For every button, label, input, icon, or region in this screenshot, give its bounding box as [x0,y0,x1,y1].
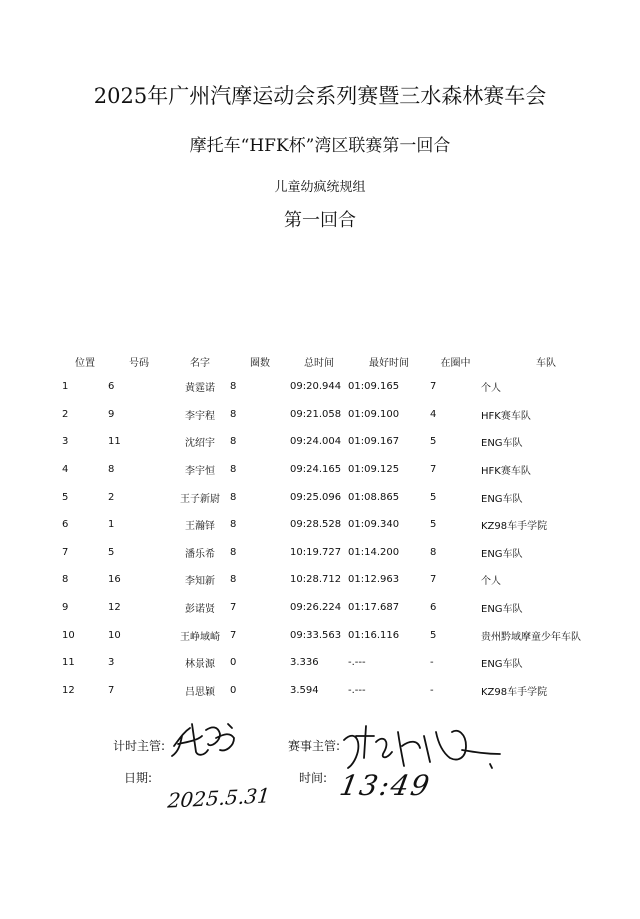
laps-cell: 7 [230,602,237,614]
name-cell: 李知新 [185,576,215,588]
name-cell: 王瀚铎 [185,521,215,533]
laps-cell: 8 [230,381,237,393]
name-cell: 吕思颖 [185,686,215,698]
best-time-cell: 01:14.200 [348,546,400,558]
time-label: 时间: [299,771,328,785]
results-table [62,349,611,704]
laps-cell: 0 [230,657,237,669]
result-row [62,401,611,429]
name-cell: 李宇恒 [185,466,215,478]
result-row [62,483,611,511]
team-cell: ENG车队 [481,438,523,450]
total-time-cell: 10:28.712 [290,574,342,586]
name-cell: 王子新尉 [180,493,220,505]
total-time-cell: 3.336 [290,657,319,669]
laps-cell: 8 [230,464,237,476]
number-cell: 16 [108,574,121,586]
best-time-cell: 01:09.167 [348,436,400,448]
event-title: 2025年广州汽摩运动会系列赛暨三水森林赛车会 [93,84,547,108]
results-header-row [62,349,611,373]
name-cell: 彭诺贤 [185,604,215,616]
laps-cell: 8 [230,491,237,503]
team-cell: KZ98车手学院 [481,686,548,698]
result-row [62,428,611,456]
in-lap-cell: 6 [430,602,437,614]
best-time-cell: 01:09.165 [348,381,400,393]
team-cell: KZ98车手学院 [481,521,548,533]
league-title: 摩托车“HFK杯”湾区联赛第一回合 [189,136,451,156]
column-header: 名字 [190,357,210,369]
total-time-cell: 09:21.058 [290,408,342,420]
in-lap-cell: 5 [430,519,437,531]
position-cell: 7 [62,546,69,558]
position-cell: 12 [62,684,75,696]
team-cell: 个人 [481,383,501,395]
column-header: 车队 [536,357,556,369]
column-header: 在圈中 [440,357,471,369]
team-cell: ENG车队 [481,548,523,560]
number-cell: 2 [108,491,115,503]
round-title: 第一回合 [284,210,356,231]
timing-supervisor-label: 计时主管: [113,739,166,753]
timing-supervisor-signature [168,716,248,761]
best-time-cell: 01:16.116 [348,629,400,641]
position-cell: 9 [62,602,69,614]
laps-cell: 0 [230,684,237,696]
total-time-cell: 3.594 [290,684,319,696]
in-lap-cell: 7 [430,574,437,586]
in-lap-cell: 5 [430,629,437,641]
number-cell: 8 [108,464,115,476]
column-header: 位置 [75,357,95,369]
in-lap-cell: 7 [430,464,437,476]
total-time-cell: 09:24.004 [290,436,342,448]
number-cell: 7 [108,684,115,696]
position-cell: 2 [62,408,69,420]
number-cell: 3 [108,657,115,669]
position-cell: 10 [62,629,75,641]
best-time-cell: 01:09.100 [348,408,400,420]
total-time-cell: 10:19.727 [290,546,342,558]
best-time-cell: -.--- [348,657,366,669]
laps-cell: 7 [230,629,237,641]
in-lap-cell: 5 [430,436,437,448]
number-cell: 9 [108,408,115,420]
in-lap-cell: 5 [430,491,437,503]
name-cell: 潘乐希 [185,548,215,560]
laps-cell: 8 [230,408,237,420]
in-lap-cell: 4 [430,408,437,420]
laps-cell: 8 [230,436,237,448]
team-cell: 贵州黔域摩童少年车队 [481,631,581,643]
best-time-cell: -.--- [348,684,366,696]
team-cell: HFK赛车队 [481,466,531,478]
laps-cell: 8 [230,574,237,586]
result-row [62,649,611,677]
total-time-cell: 09:28.528 [290,519,342,531]
position-cell: 1 [62,381,69,393]
team-cell: ENG车队 [481,659,523,671]
column-header: 最好时间 [369,357,409,369]
best-time-cell: 01:12.963 [348,574,400,586]
position-cell: 11 [62,657,75,669]
number-cell: 12 [108,602,121,614]
best-time-cell: 01:17.687 [348,602,400,614]
in-lap-cell: - [430,684,434,696]
result-row [62,566,611,594]
in-lap-cell: - [430,657,434,669]
name-cell: 黄霆诺 [185,383,215,395]
number-cell: 6 [108,381,115,393]
handwritten-date-text: 2025.5.31 [166,783,272,813]
result-row [62,621,611,649]
date-label: 日期: [124,771,153,785]
total-time-cell: 09:24.165 [290,464,342,476]
result-row [62,594,611,622]
best-time-cell: 01:08.865 [348,491,400,503]
result-row [62,456,611,484]
total-time-cell: 09:25.096 [290,491,342,503]
team-cell: HFK赛车队 [481,410,531,422]
number-cell: 10 [108,629,121,641]
race-supervisor-label: 赛事主管: [288,739,341,753]
column-header: 号码 [129,357,149,369]
handwritten-date [166,764,272,813]
best-time-cell: 01:09.340 [348,519,400,531]
number-cell: 11 [108,436,121,448]
name-cell: 林景源 [185,659,215,671]
laps-cell: 8 [230,519,237,531]
category-title: 儿童幼疯统规组 [274,180,366,195]
result-row [62,373,611,401]
best-time-cell: 01:09.125 [348,464,400,476]
in-lap-cell: 8 [430,546,437,558]
position-cell: 4 [62,464,69,476]
result-row [62,539,611,567]
total-time-cell: 09:33.563 [290,629,342,641]
position-cell: 8 [62,574,69,586]
column-header: 圈数 [250,357,270,369]
total-time-cell: 09:26.224 [290,602,342,614]
team-cell: 个人 [481,576,501,588]
result-row [62,677,611,705]
handwritten-time-text: 13:49 [337,768,434,802]
number-cell: 1 [108,519,115,531]
result-row [62,511,611,539]
name-cell: 李宇程 [185,410,215,422]
column-header: 总时间 [304,357,334,369]
position-cell: 6 [62,519,69,531]
total-time-cell: 09:20.944 [290,381,342,393]
name-cell: 沈绍宇 [185,438,215,450]
laps-cell: 8 [230,546,237,558]
handwritten-time [337,760,434,810]
position-cell: 5 [62,491,69,503]
team-cell: ENG车队 [481,493,523,505]
team-cell: ENG车队 [481,604,523,616]
results-body [62,373,611,704]
position-cell: 3 [62,436,69,448]
name-cell: 王峥域崎 [180,631,220,643]
number-cell: 5 [108,546,115,558]
in-lap-cell: 7 [430,381,437,393]
